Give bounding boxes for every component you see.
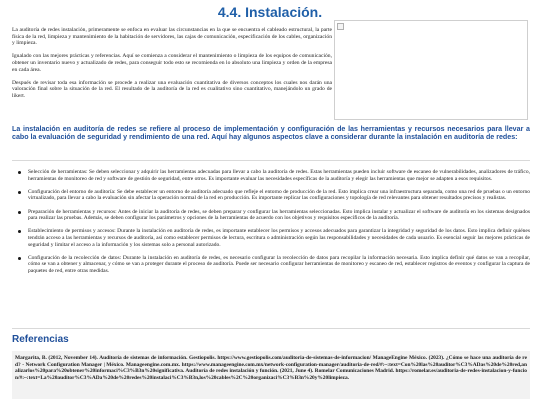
bullet-icon [18, 211, 21, 214]
references-box [12, 351, 530, 399]
intro-paragraph: Igualado con las mejores prácticas y referencias. Aquí se comienza a considerar el mantenimiento o limpieza de los equipos de comunicación, obtener un inventario nuevo y actualizado de redes, para conseguir todo esto se recomienda en lo absoluto una limpieza y orden de la empresa en cada área. [12, 53, 332, 73]
references-text: Margarita, B. (2012, November 14). Auditoría de sistemas de información. Gestiopolis. https://www.gestiopolis.com/auditoria-de-sistemas-de-informacion/ ManageEngine México. (2023). ¿Cómo se hace una auditoría de red? - Network Configuration Manager | México. Manageengine.com.mx. https://www.manageengine.com.mx/network-configuration-manager/auditoria-de-red/#:~:text=Con%20las%20auditor%C3%ADas%20de%20red,analizarlos%20para%20obtener%20informaci%C3%B3n%20significativa. Auditoría de redes instalación y función. (2021, June 4). Romelar Comunicaciones Madrid. https://romelar.es/auditoria-de-redes-instalacion-y-funcion/#:~:text=La%20auditor%C3%ADa%20de%20redes%20instalaci%C3%B3n,los%20cables%2C%20organizaci%C3%B3n%20y%20limpieza. [15, 355, 527, 381]
image-placeholder [334, 20, 528, 120]
list-item [12, 169, 530, 182]
list-item [12, 228, 530, 248]
list-item-text: Configuración del entorno de auditoría: Se debe establecer un entorno de auditoría adecuado que refleje el entorno de producción de la red. Esto implica crear una infraestructura separada, como una red de pruebas o un entorno virtualizado, para llevar a cabo la evaluación sin afectar la operación normal de la red en producción. Es importante replicar las configuraciones y topología de red relevantes para obtener resultados precisos y realistas. [28, 188, 530, 202]
list-item [12, 255, 530, 275]
references-heading: Referencias [12, 334, 69, 345]
list-item-text: Configuración de la recolección de datos: Durante la instalación en auditoría de redes, es necesario configurar la recolección de datos para recopilar la información necesaria. Esto implica definir qué datos se van a recopilar, cómo se van a obtener y almacenar, y cómo se van a proteger durante el proceso de auditoría. Puede ser necesario configurar herramientas de monitoreo y escaneo de red, establecer registros de eventos y configurar la captura de paquetes de red, entre otras medidas. [28, 254, 530, 274]
highlight-paragraph: La instalación en auditoría de redes se refiere al proceso de implementación y configuración de las herramientas y recursos necesarios para llevar a cabo la evaluación de seguridad y rendimiento de una red. Aquí hay algunos aspectos clave a considerar durante la instalación en auditoría de redes: [12, 125, 530, 142]
intro-text [12, 27, 332, 106]
bullet-list [12, 169, 530, 275]
list-item-text: Selección de herramientas: Se deben seleccionar y adquirir las herramientas adecuadas para llevar a cabo la auditoría de redes. Estas herramientas pueden incluir software de escaneo de vulnerabilidades, analizadores de tráfico, herramientas de monitoreo de red y software de gestión de seguridad, entre otros. Es importante evaluar las necesidades específicas de la auditoría y elegir las herramientas que mejor se adapten a esos requisitos. [28, 169, 530, 182]
bullet-icon [18, 191, 21, 194]
list-item-text: Establecimiento de permisos y accesos: Durante la instalación en auditoría de redes, es importante establecer los permisos y accesos adecuados para garantizar la integridad y seguridad de los datos. Esto implica definir quiénes tendrán acceso a las herramientas y recursos de auditoría, así como establecer permisos de lectura, escritura o administración según las responsabilidades y necesidades de cada usuario. Es esencial seguir las mejores prácticas de seguridad y limitar el acceso a la información y los sistemas solo a personal autorizado. [28, 228, 530, 248]
list-item [12, 189, 530, 202]
bullet-icon [18, 171, 21, 174]
page-title: 4.4. Instalación. [217, 4, 323, 20]
bullet-list-section [12, 160, 530, 329]
broken-image-icon [337, 23, 344, 30]
list-item [12, 209, 530, 222]
bullet-icon [18, 230, 21, 233]
intro-paragraph: Después de revisar toda esa información se procede a realizar una evaluación cuantitativa de diversos conceptos los cuales nos darán una valoración final sobre la situación de la red. El resultado de la auditoría de la red es cualitativo sino cuantitativo, manejándolo un grado de likert. [12, 79, 332, 99]
bullet-icon [18, 257, 21, 260]
list-item-text: Preparación de herramientas y recursos: Antes de iniciar la auditoría de redes, se deben preparar y configurar las herramientas seleccionadas. Esto implica instalar y actualizar el software de auditoría en los sistemas designados para realizar las pruebas. Además, se deben configurar los parámetros y opciones de la herramientas de acuerdo con los objetivos y requisitos específicos de la auditoría. [28, 208, 530, 222]
intro-paragraph: La auditoría de redes instalación, primeramente se enfoca en evaluar las circunstancias en la que se encuentra el cableado estructural, la parte física de la red, limpieza y mantenimiento de la habitación de servidores, las cajas de comunicación, especificación de los cables, organización y limpieza. [12, 27, 332, 47]
